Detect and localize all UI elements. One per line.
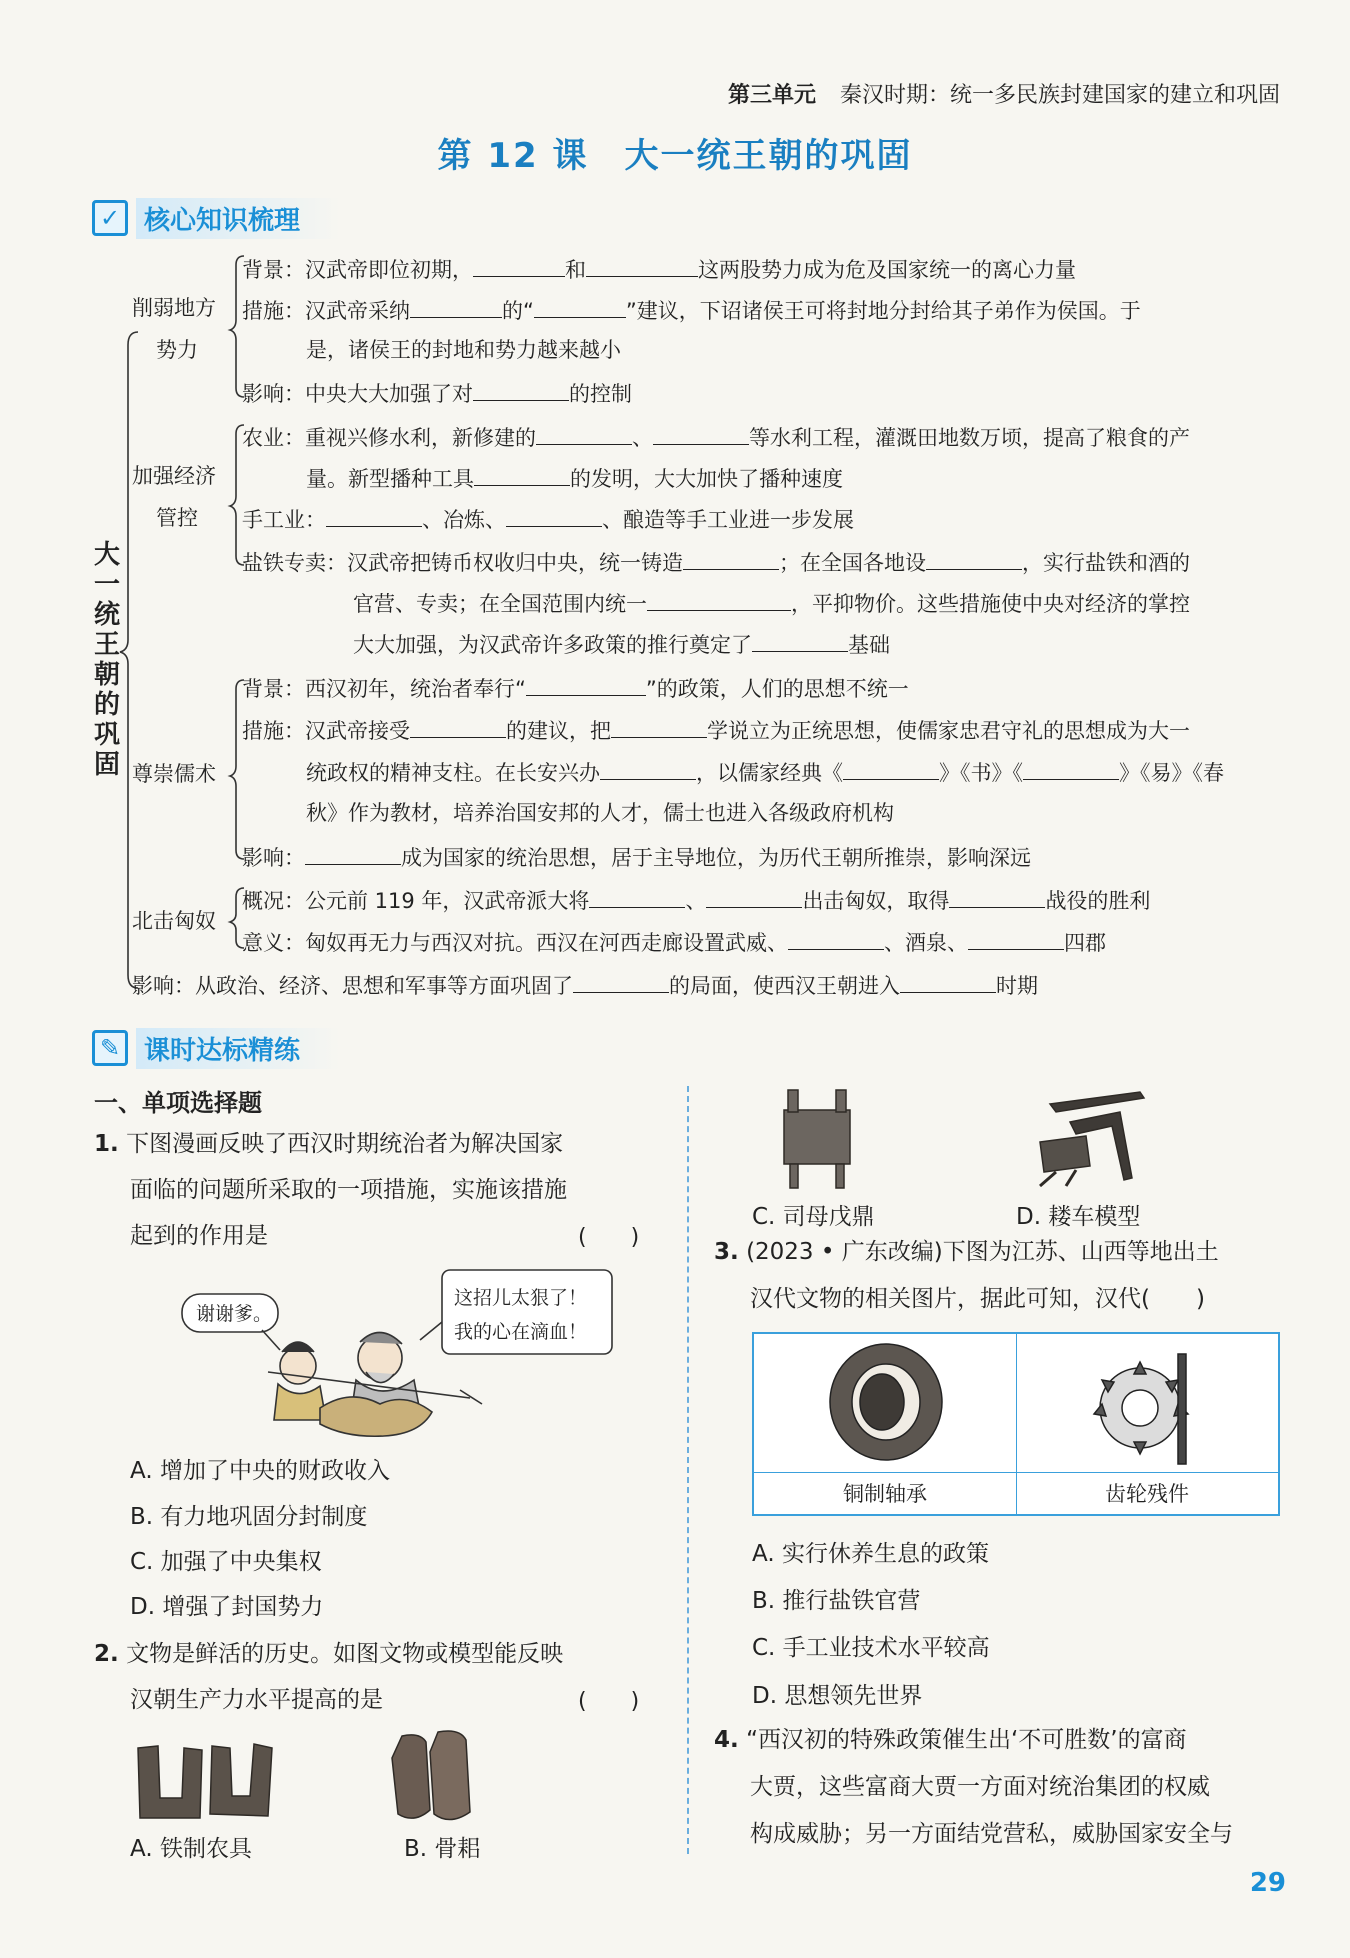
bracket-b3	[230, 680, 244, 859]
b3-measure: 措施：汉武帝接受 的建议，把 学说立为正统思想，使儒家忠君守礼的思想成为大一	[242, 713, 1190, 748]
b1-measure-cont: 是，诸侯王的封地和势力越来越小	[306, 338, 621, 362]
q2-option-d: D. 耧车模型	[1016, 1204, 1141, 1230]
q4-line2: 大贾，这些富商大贾一方面对统治集团的权威	[750, 1774, 1210, 1800]
b1-label-1: 削弱地方	[132, 296, 216, 320]
b2-salt-iron-cont1: 官营、专卖；在全国范围内统一 ，平抑物价。这些措施使中央对经济的掌控	[353, 586, 1190, 621]
q1-answer-paren: ( )	[578, 1225, 640, 1250]
q2-answer-paren: ( )	[578, 1689, 640, 1714]
b2-label-2: 管控	[156, 506, 198, 530]
b1-label-2: 势力	[156, 338, 198, 362]
b2-salt-iron-cont2: 大大加强，为汉武帝许多政策的推行奠定了 基础	[353, 627, 890, 662]
part-title: 一、单项选择题	[94, 1089, 262, 1117]
q1-cartoon	[170, 1262, 630, 1442]
q2-line1: 2. 文物是鲜活的历史。如图文物或模型能反映	[94, 1641, 564, 1667]
q3-line1: 3. (2023 • 广东改编)下图为江苏、山西等地出土	[714, 1239, 1219, 1265]
q3-images	[754, 1334, 1278, 1472]
b2-agriculture-cont: 量。新型播种工具 的发明，大大加快了播种速度	[306, 461, 843, 496]
b2-label-1: 加强经济	[132, 464, 216, 488]
b3-label: 尊崇儒术	[132, 762, 216, 786]
q2-line2: 汉朝生产力水平提高的是	[130, 1687, 383, 1713]
final-impact: 影响：从政治、经济、思想和军事等方面巩固了 的局面，使西汉王朝进入 时期	[132, 968, 1038, 1003]
q2-images-cd	[740, 1082, 1160, 1192]
b4-significance: 意义：匈奴再无力与西汉对抗。西汉在河西走廊设置武威、 、酒泉、 四郡	[242, 925, 1106, 960]
b3-impact: 影响： 成为国家的统治思想，居于主导地位，为历代王朝所推崇，影响深远	[242, 840, 1031, 875]
q2-option-b: B. 骨耜	[404, 1836, 481, 1862]
b3-measure-cont2: 秋》作为教材，培养治国安邦的人才，儒士也进入各级政府机构	[306, 801, 894, 825]
lesson-title: 第 12 课 大一统王朝的巩固	[437, 136, 913, 176]
q1-option-b: B. 有力地巩固分封制度	[130, 1504, 368, 1530]
q1-option-d: D. 增强了封国势力	[130, 1594, 324, 1620]
b3-measure-cont1: 统政权的精神支柱。在长安兴办 ，以儒家经典《 》《书》《 》《易》《春	[306, 755, 1224, 790]
page-number: 29	[1249, 1868, 1286, 1898]
q1-line2: 面临的问题所采取的一项措施，实施该措施	[130, 1177, 567, 1203]
mindmap-root: 大一统王朝的巩固	[93, 540, 120, 780]
root-bracket	[120, 332, 138, 988]
b1-background: 背景：汉武帝即位初期， 和 这两股势力成为危及国家统一的离心力量	[242, 252, 1076, 287]
q3-option-c: C. 手工业技术水平较高	[752, 1635, 990, 1661]
q3-line2: 汉代文物的相关图片，据此可知，汉代( )	[750, 1286, 1205, 1312]
q4-line1: 4. “西汉初的特殊政策催生出‘不可胜数’的富商	[714, 1727, 1187, 1753]
q3-option-a: A. 实行休养生息的政策	[752, 1541, 989, 1567]
unit-title: 秦汉时期：统一多民族封建国家的建立和巩固	[839, 83, 1280, 108]
b4-overview: 概况：公元前 119 年，汉武帝派大将 、 出击匈奴，取得 战役的胜利	[242, 883, 1150, 918]
bone-spade-icon-2	[430, 1731, 470, 1820]
q2-images-ab	[130, 1728, 530, 1824]
iron-tool-icon-2	[210, 1744, 272, 1816]
b4-label: 北击匈奴	[132, 909, 216, 933]
q3-option-b: B. 推行盐铁官营	[752, 1588, 921, 1614]
ding-icon	[784, 1110, 850, 1164]
b3-background: 背景：西汉初年，统治者奉行“ ”的政策，人们的思想不统一	[242, 671, 909, 706]
q1-line1: 1. 下图漫画反映了西汉时期统治者为解决国家	[94, 1131, 564, 1157]
q1-bubble-left: 谢谢爹。	[196, 1303, 273, 1325]
q1-bubble-right-1: 这招儿太狠了！	[454, 1287, 588, 1309]
b2-handicraft: 手工业： 、冶炼、 、酿造等手工业进一步发展	[242, 502, 854, 537]
q1-bubble-right-2: 我的心在滴血！	[454, 1321, 588, 1343]
b2-salt-iron: 盐铁专卖：汉武帝把铸币权收归中央，统一铸造 ；在全国各地设 ，实行盐铁和酒的	[242, 545, 1190, 580]
b2-agriculture: 农业：重视兴修水利，新修建的 、 等水利工程，灌溉田地数万顷，提高了粮食的产	[242, 420, 1190, 455]
column-divider	[687, 1086, 689, 1854]
seed-drill-icon	[1050, 1092, 1144, 1112]
q4-line3: 构成威胁；另一方面结党营私，威胁国家安全与	[750, 1821, 1233, 1847]
checkbox-icon: ✓	[92, 200, 128, 236]
q2-option-c: C. 司母戊鼎	[752, 1204, 875, 1230]
q3-caption-2: 齿轮残件	[1105, 1482, 1189, 1506]
b1-impact: 影响：中央大大加强了对 的控制	[242, 376, 632, 411]
q1-option-c: C. 加强了中央集权	[130, 1549, 322, 1575]
q3-option-d: D. 思想领先世界	[752, 1683, 923, 1709]
section-knowledge-title: 核心知识梳理	[136, 198, 340, 239]
section-exercises	[92, 1026, 340, 1070]
b1-measure: 措施：汉武帝采纳 的“ ”建议，下诏诸侯王可将封地分封给其子弟作为侯国。于	[242, 293, 1141, 328]
pencil-icon: ✎	[92, 1030, 128, 1066]
unit-label: 第三单元	[727, 83, 816, 108]
q3-caption-1: 铜制轴承	[843, 1482, 927, 1506]
section-exercises-title: 课时达标精练	[136, 1028, 340, 1069]
q3-image-table	[752, 1332, 1280, 1516]
q1-line3: 起到的作用是	[130, 1223, 268, 1249]
bone-spade-icon	[392, 1735, 430, 1818]
iron-tool-icon	[138, 1746, 202, 1818]
q1-option-a: A. 增加了中央的财政收入	[130, 1458, 390, 1484]
q2-option-a: A. 铁制农具	[130, 1836, 252, 1862]
